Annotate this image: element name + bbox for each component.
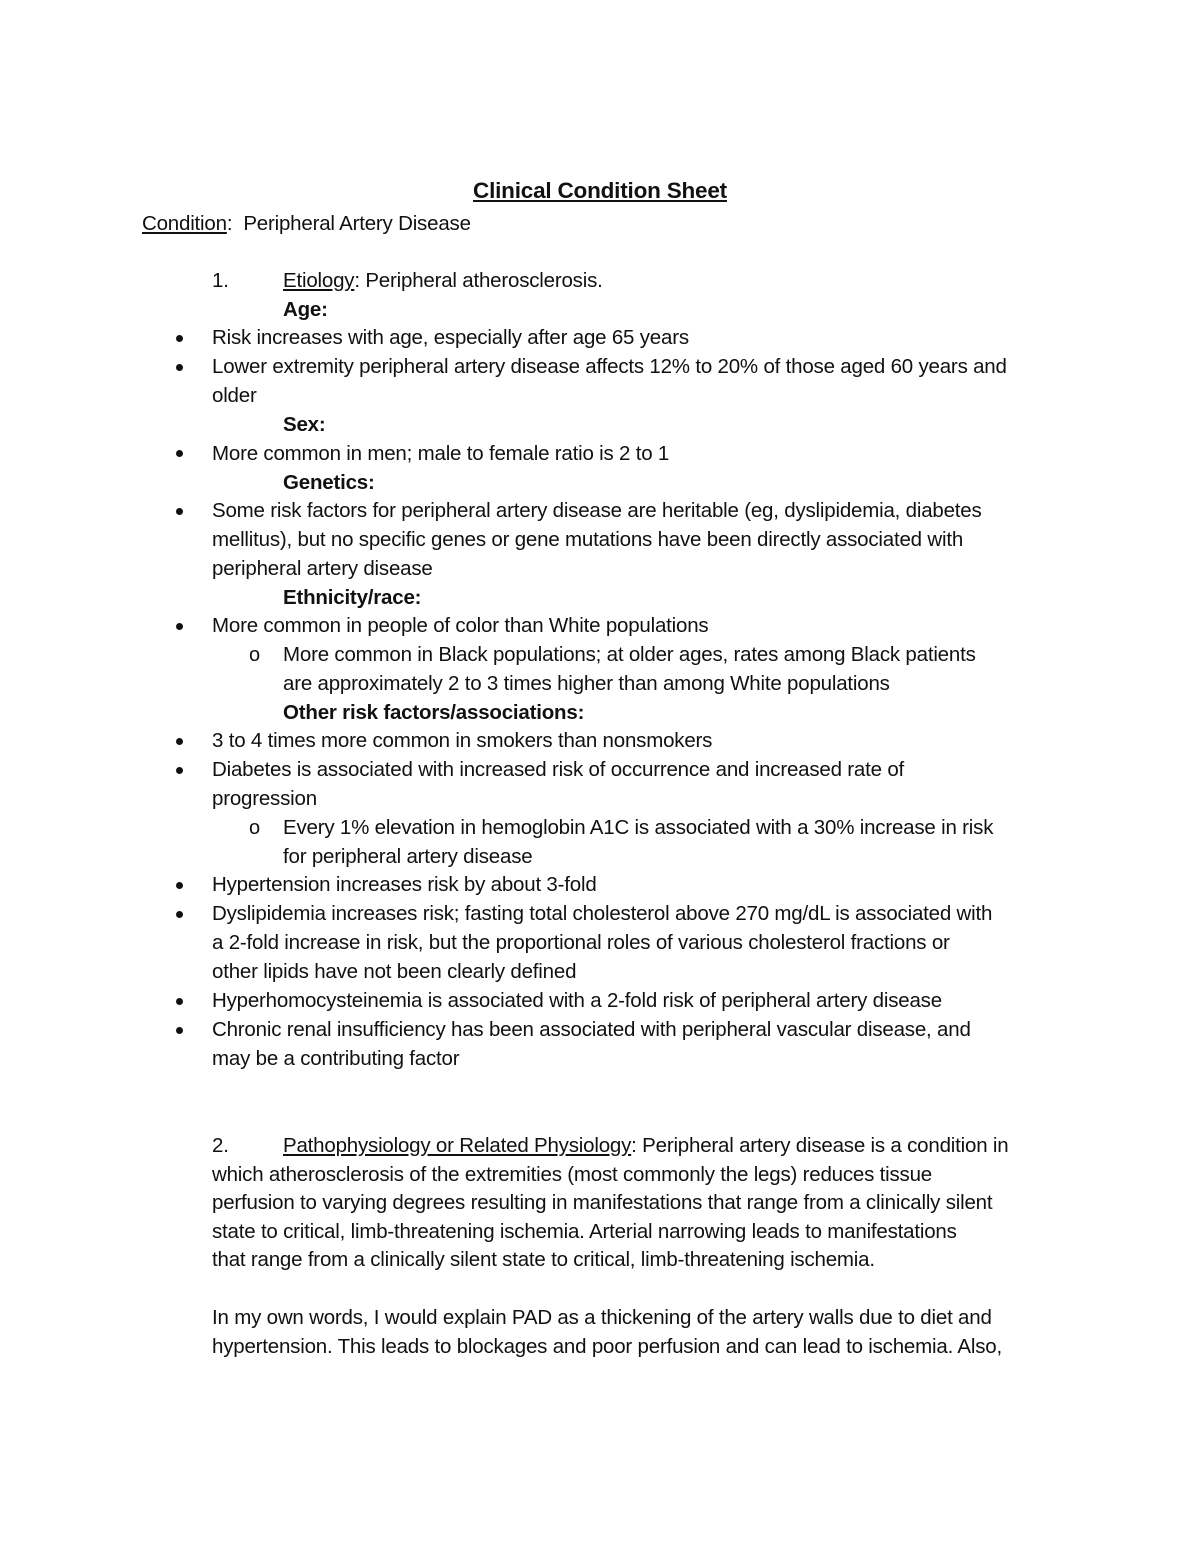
section2-first-line [283, 1132, 1008, 1160]
list-item: 3 to 4 times more common in smokers than nonsmokers [212, 729, 713, 752]
bullet-icon [176, 998, 183, 1005]
age-heading: Age: [283, 298, 328, 321]
bullet-icon [176, 767, 183, 774]
sub-bullet-icon: o [249, 644, 260, 666]
ethnicity-heading: Ethnicity/race: [283, 586, 422, 609]
paragraph-line: that range from a clinically silent state to critical, limb-threatening ischemia. [212, 1248, 875, 1271]
list-item-continuation: a 2-fold increase in risk, but the proportional roles of various cholesterol fractions or [212, 931, 950, 954]
list-item: More common in men; male to female ratio is 2 to 1 [212, 442, 670, 465]
bullet-icon [176, 623, 183, 630]
etiology-line [283, 267, 603, 295]
bullet-icon [176, 364, 183, 371]
other-risk-heading: Other risk factors/associations: [283, 701, 585, 724]
bullet-icon [176, 508, 183, 515]
list-item: Risk increases with age, especially after age 65 years [212, 326, 689, 349]
own-words-line: hypertension. This leads to blockages and poor perfusion and can lead to ischemia. Also, [212, 1335, 1002, 1358]
section2-number: 2. [212, 1134, 229, 1157]
paragraph-line: perfusion to varying degrees resulting in manifestations that range from a clinically silent [212, 1191, 993, 1214]
list-item: Chronic renal insufficiency has been associated with peripheral vascular disease, and [212, 1018, 971, 1041]
list-item-continuation: progression [212, 787, 317, 810]
condition-separator: : [226, 212, 233, 235]
own-words-line: In my own words, I would explain PAD as a thickening of the artery walls due to diet and [212, 1306, 992, 1329]
sub-bullet-icon: o [249, 817, 260, 839]
list-item-continuation: mellitus), but no specific genes or gene mutations have been directly associated with [212, 528, 964, 551]
sub-list-item-continuation: are approximately 2 to 3 times higher than among White populations [283, 672, 890, 695]
bullet-icon [176, 335, 183, 342]
list-item: Diabetes is associated with increased risk of occurrence and increased rate of [212, 758, 905, 781]
list-item: Hyperhomocysteinemia is associated with a 2-fold risk of peripheral artery disease [212, 989, 942, 1012]
bullet-icon [176, 1027, 183, 1034]
condition-value: Peripheral Artery Disease [243, 212, 471, 235]
bullet-icon [176, 911, 183, 918]
sex-heading: Sex: [283, 413, 326, 436]
list-item-continuation: other lipids have not been clearly defined [212, 960, 577, 983]
paragraph-line: which atherosclerosis of the extremities (most commonly the legs) reduces tissue [212, 1163, 933, 1186]
list-item-continuation: older [212, 384, 257, 407]
condition-line [142, 210, 471, 238]
section1-number: 1. [212, 269, 229, 292]
etiology-text: : Peripheral atherosclerosis. [354, 269, 603, 292]
etiology-label: Etiology [283, 269, 355, 292]
bullet-icon [176, 738, 183, 745]
bullet-icon [176, 450, 183, 457]
list-item: Dyslipidemia increases risk; fasting total cholesterol above 270 mg/dL is associated with [212, 902, 993, 925]
sub-list-item: Every 1% elevation in hemoglobin A1C is associated with a 30% increase in risk [283, 816, 994, 839]
list-item: Some risk factors for peripheral artery disease are heritable (eg, dyslipidemia, diabetes [212, 499, 982, 522]
list-item: Hypertension increases risk by about 3-fold [212, 873, 597, 896]
list-item: Lower extremity peripheral artery disease affects 12% to 20% of those aged 60 years and [212, 355, 1007, 378]
paragraph-line: state to critical, limb-threatening ischemia. Arterial narrowing leads to manifestations [212, 1220, 957, 1243]
page-title: Clinical Condition Sheet [473, 178, 727, 203]
bullet-icon [176, 882, 183, 889]
sub-list-item-continuation: for peripheral artery disease [283, 845, 533, 868]
list-item: More common in people of color than White populations [212, 614, 709, 637]
sub-list-item: More common in Black populations; at older ages, rates among Black patients [283, 643, 976, 666]
list-item-continuation: peripheral artery disease [212, 557, 433, 580]
pathophysiology-text: : Peripheral artery disease is a condition in [631, 1134, 1009, 1157]
condition-label: Condition [142, 212, 227, 235]
list-item-continuation: may be a contributing factor [212, 1047, 460, 1070]
genetics-heading: Genetics: [283, 471, 375, 494]
pathophysiology-label: Pathophysiology or Related Physiology [283, 1134, 632, 1157]
